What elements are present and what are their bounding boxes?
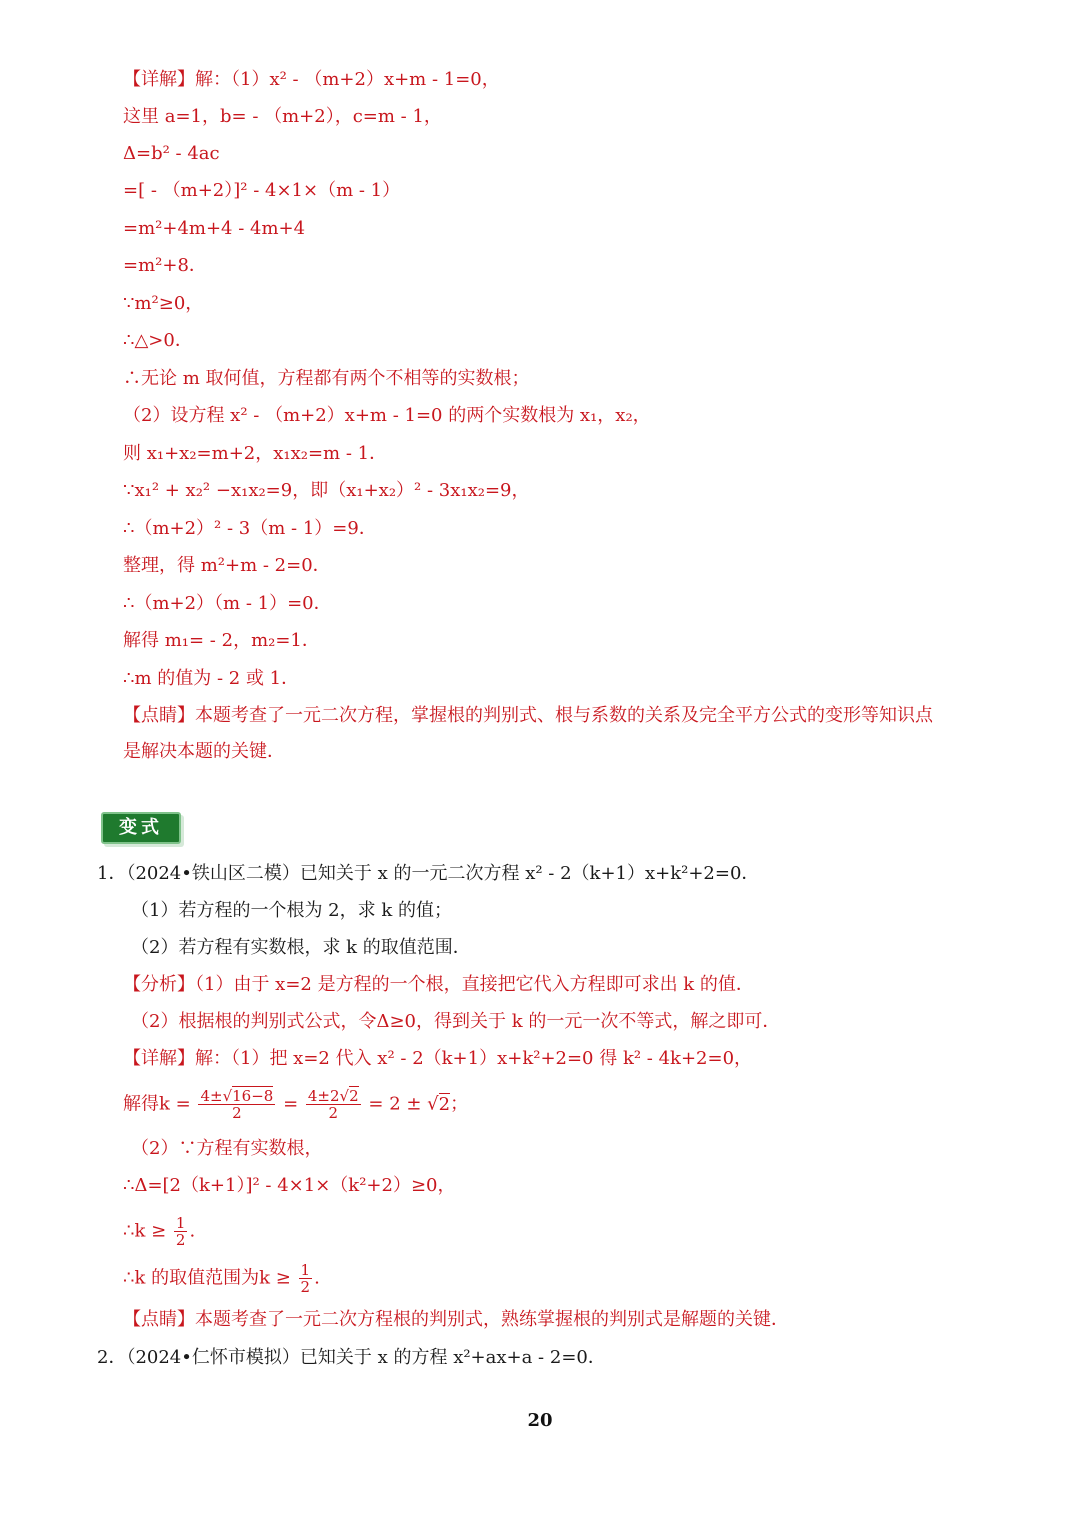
problem-1-part-2: （2）若方程有实数根，求 k 的取值范围． (131, 937, 471, 958)
problem-1-statement: 1．（2024•铁山区二模）已知关于 x 的一元二次方程 x² - 2（k+1）x+k²+2=0． (97, 863, 760, 884)
detail-line: 【详解】解：（1）把 x=2 代入 x² - 2（k+1）x+k²+2=0 得 k² - 4k+2=0， (123, 1048, 753, 1069)
solution-line: 这里 a=1，b= - （m+2），c=m - 1， (123, 106, 442, 127)
detail-line: （2）∵方程有实数根， (131, 1138, 323, 1159)
solution-line: Δ=b² - 4ac (123, 143, 220, 164)
solution-line: 则 x₁+x₂=m+2，x₁x₂=m - 1． (123, 443, 388, 464)
problem-1-part-1: （1）若方程的一个根为 2，求 k 的值； (131, 900, 452, 921)
analysis-line: 【分析】（1）由于 x=2 是方程的一个根，直接把它代入方程即可求出 k 的值． (123, 974, 754, 995)
solution-line: =[ - （m+2）]² - 4×1×（m - 1） (123, 180, 401, 201)
solution-line: =m²+4m+4 - 4m+4 (123, 218, 306, 239)
detail-line: ∴Δ=[2（k+1）]² - 4×1×（k²+2）≥0， (123, 1175, 456, 1196)
solution-line: ∴（m+2）² - 3（m - 1）=9． (123, 518, 377, 539)
solution-line: ∵m²≥0， (123, 293, 204, 314)
solution-line: ∴m 的值为 - 2 或 1． (123, 668, 300, 689)
solution-line: ∴（m+2）（m - 1）=0． (123, 593, 332, 614)
solution-line: 解得 m₁= - 2，m₂=1． (123, 630, 320, 651)
solve-k-line: 解得k = $\frac{4\pm√16-8}{2}$ = $\frac{4\pm 2√2}{2}$ = 2 ± √2； (123, 1087, 469, 1122)
solution-line: ∴无论 m 取何值，方程都有两个不相等的实数根； (123, 368, 530, 389)
variant-badge: 变式 (101, 812, 181, 844)
comment-line: 是解决本题的关键． (123, 741, 285, 762)
fraction: $\frac{1}{2}$ (300, 1261, 311, 1296)
fraction: $\frac{1}{2}$ (175, 1214, 186, 1249)
problem-2-statement: 2．（2024•仁怀市模拟）已知关于 x 的方程 x²+ax+a - 2=0． (97, 1347, 606, 1368)
comment-line: 【点睛】本题考查了一元二次方程根的判别式，熟练掌握根的判别式是解题的关键． (123, 1309, 789, 1330)
solve-prefix: 解得k = (123, 1093, 191, 1115)
solution-line: （2）设方程 x² - （m+2）x+m - 1=0 的两个实数根为 x₁，x₂， (123, 405, 651, 426)
fraction: $\frac{4\pm 2√2}{2}$ (307, 1087, 359, 1122)
solution-line: 整理，得 m²+m - 2=0． (123, 555, 331, 576)
fraction: $\frac{4\pm√16-8}{2}$ (200, 1087, 274, 1122)
inequality-line: ∴k ≥ $\frac{1}{2}$ . (123, 1214, 196, 1249)
range-line: ∴k 的取值范围为k ≥ $\frac{1}{2}$ . (123, 1261, 320, 1296)
solution-line: ∴△>0． (123, 330, 193, 351)
analysis-line: （2）根据根的判别式公式，令Δ≥0，得到关于 k 的一元一次不等式，解之即可． (131, 1011, 781, 1032)
solution-line: =m²+8． (123, 255, 207, 276)
detail-solution-1-heading: 【详解】解：（1）x² - （m+2）x+m - 1=0， (123, 69, 500, 90)
page-number: 20 (527, 1410, 553, 1431)
comment-line: 【点睛】本题考查了一元二次方程，掌握根的判别式、根与系数的关系及完全平方公式的变形等知识点 (123, 705, 933, 726)
solution-line: ∵x₁² + x₂² −x₁x₂=9，即（x₁+x₂）² - 3x₁x₂=9， (123, 480, 530, 501)
